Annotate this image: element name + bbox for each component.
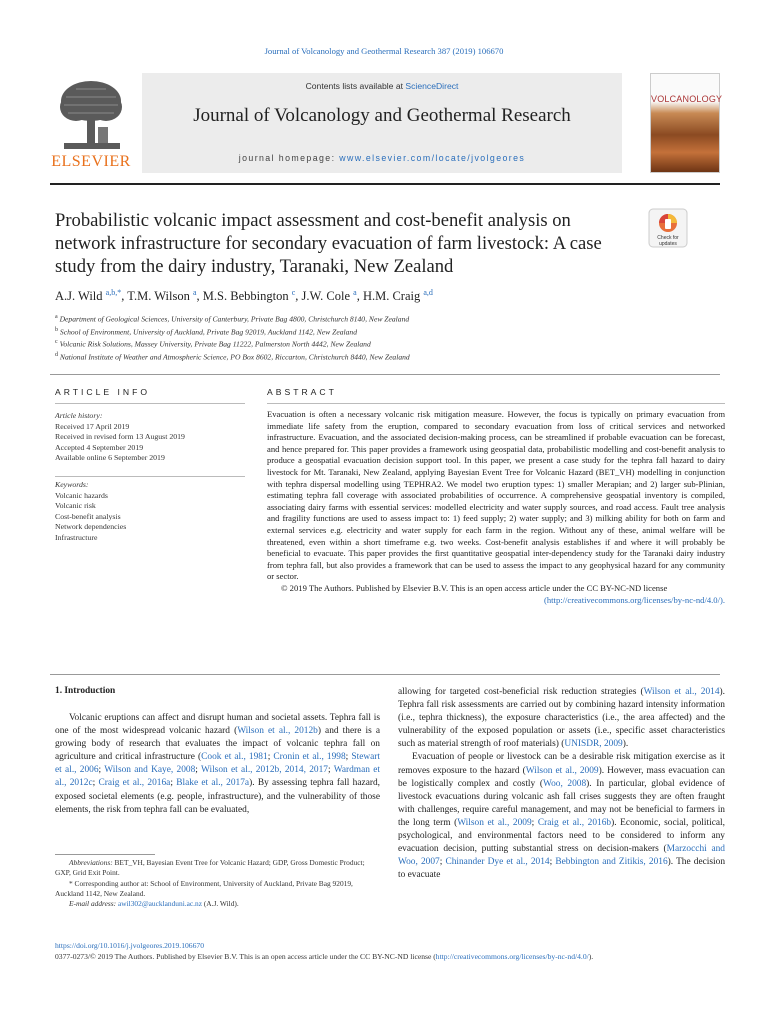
body-text: ; bbox=[267, 752, 274, 763]
affiliation bbox=[55, 337, 675, 350]
body-text: ). bbox=[622, 739, 629, 750]
body-text: ; bbox=[92, 778, 99, 789]
journal-cover-thumbnail[interactable] bbox=[650, 73, 723, 173]
body-text: ) and there is a growing body of research that evaluates the impact of volcanic tephra fall on agriculture and critical infrastructure ( bbox=[55, 726, 380, 763]
issn-text: 0377-0273/© 2019 The Authors. Published by Elsevier B.V. This is an open access article under the CC BY-NC-ND license ( bbox=[55, 952, 436, 961]
footnotes bbox=[55, 858, 380, 909]
keywords bbox=[55, 480, 245, 544]
abstract-heading: ABSTRACT bbox=[267, 387, 337, 397]
crossmark-button[interactable] bbox=[648, 208, 688, 248]
journal-title: Journal of Volcanology and Geothermal Research bbox=[193, 105, 571, 126]
email-label: E-mail address: bbox=[69, 899, 117, 909]
citation-link[interactable]: Cook et al., 1981 bbox=[201, 752, 268, 763]
author-separator: , bbox=[121, 289, 128, 304]
email-link[interactable]: awil302@aucklanduni.ac.nz bbox=[118, 899, 202, 909]
body-text: Volcanic eruptions can affect and disrupt human and societal assets. Tephra fall is one of the most widespread volcanic hazard ( bbox=[55, 713, 380, 737]
intro-paragraph bbox=[55, 712, 380, 817]
author-affiliation-marker[interactable]: a bbox=[353, 288, 357, 297]
body-text: ). Tephra fall risk assessments are carried out by combining hazard intensity information (i.e., tephra thickness), the exposure characteristics (i.e., the area affected) and the vulnerability of the exposed population or assets (i.e., specific asset characteristics such as material strength of roof materials) ( bbox=[398, 687, 725, 750]
section-heading-introduction: 1. Introduction bbox=[55, 686, 116, 696]
body-text: allowing for targeted cost-beneficial risk reduction strategies ( bbox=[398, 687, 644, 697]
abstract-end-rule bbox=[50, 674, 720, 675]
citation-link[interactable]: Blake et al., 2017a bbox=[176, 778, 250, 789]
citation-link[interactable]: Wilson et al., 2012b bbox=[237, 726, 318, 737]
cover-title: VOLCANOLOGY bbox=[651, 94, 723, 104]
journal-homepage bbox=[142, 153, 622, 163]
abbrev-label: Abbreviations: bbox=[69, 858, 113, 867]
author-affiliation-marker[interactable]: a bbox=[192, 288, 197, 297]
affiliation bbox=[55, 325, 675, 338]
body-text: ; bbox=[549, 857, 556, 868]
body-text: ; bbox=[439, 857, 446, 868]
body-text: ; bbox=[98, 765, 105, 776]
crossmark-line1: Check for bbox=[657, 235, 679, 241]
journal-citation[interactable]: Journal of Volcanology and Geothermal Research 387 (2019) 106670 bbox=[264, 46, 504, 56]
citation-link[interactable]: Wilson et al., 2014 bbox=[643, 687, 720, 697]
affiliation-key: a bbox=[55, 314, 58, 320]
abbrev-text: BET_VH, Bayesian Event Tree for Volcanic Hazard; GDP, Gross Domestic Product; GXP, Grid Exit Point. bbox=[55, 858, 365, 878]
body-text: ; bbox=[195, 765, 201, 776]
citation-link[interactable]: Craig et al., 2016b bbox=[537, 817, 612, 828]
corresponding-footnote: * Corresponding author at: School of Environment, University of Auckland, Private Bag 92019, Auckland 1142, New Zealand. bbox=[55, 878, 353, 898]
citation-link[interactable]: Wilson et al., 2012b, 2014, 2017 bbox=[201, 765, 328, 776]
crossmark-icon bbox=[648, 208, 688, 248]
abstract-rule bbox=[267, 403, 725, 404]
body-text: ; bbox=[345, 752, 352, 763]
affiliation-key: c bbox=[55, 339, 58, 346]
body-text: Evacuation of people or livestock can be a desirable risk mitigation exercise as it removes exposure to the hazard ( bbox=[398, 752, 725, 776]
author-list bbox=[55, 288, 675, 304]
info-rule bbox=[55, 403, 245, 404]
footer-license-link[interactable]: http://creativecommons.org/licenses/by-nc-nd/4.0/ bbox=[435, 952, 589, 961]
affiliation-text: Department of Geological Sciences, University of Canterbury, Private Bag 4800, Christchurch 8140, New Zealand bbox=[57, 314, 410, 324]
author-separator: , bbox=[356, 289, 363, 304]
sciencedirect-link[interactable]: ScienceDirect bbox=[405, 81, 459, 91]
affiliation-key: d bbox=[55, 352, 58, 359]
body-text: ; bbox=[531, 817, 538, 828]
intro-left-column bbox=[55, 712, 380, 817]
body-text: ). However, mass evacuation can be logistically complex and costly ( bbox=[398, 765, 725, 789]
citation-link[interactable]: UNISDR, 2009 bbox=[564, 739, 623, 750]
affiliation-text: School of Environment, University of Auckland, Private Bag 92019, Auckland 1142, New Zealand bbox=[58, 327, 357, 337]
keyword: Infrastructure bbox=[55, 532, 98, 542]
author-separator: , bbox=[196, 289, 203, 304]
intro-paragraph bbox=[398, 686, 725, 751]
author-affiliation-marker[interactable]: a,b,* bbox=[105, 288, 122, 297]
citation-link[interactable]: Bebbington and Zitikis, 2016 bbox=[555, 857, 668, 868]
keyword: Network dependencies bbox=[55, 522, 127, 532]
contents-line bbox=[142, 81, 622, 91]
header-rule bbox=[50, 183, 720, 185]
author-name: J.W. Cole bbox=[301, 289, 354, 304]
article-info-heading: ARTICLE INFO bbox=[55, 387, 151, 397]
affiliation bbox=[55, 312, 675, 325]
citation-link[interactable]: Chinander Dye et al., 2014 bbox=[445, 857, 550, 868]
affiliation-text: National Institute of Weather and Atmospheric Science, PO Box 8602, Riccarton, Christchurch 8440, New Zealand bbox=[58, 352, 410, 362]
page-footer bbox=[55, 940, 725, 962]
elsevier-tree-icon bbox=[56, 77, 126, 153]
citation-link[interactable]: Wilson et al., 2009 bbox=[525, 765, 599, 776]
footnote-rule bbox=[55, 854, 155, 855]
affiliation-text: Volcanic Risk Solutions, Massey University, Private Bag 11222, Palmerston North 4442, New Zealand bbox=[57, 340, 371, 349]
history-date: Received 17 April 2019 bbox=[55, 421, 130, 431]
keywords-label: Keywords: bbox=[55, 480, 89, 489]
elsevier-logo[interactable] bbox=[50, 73, 132, 173]
crossmark-line2: updates bbox=[659, 241, 677, 247]
elsevier-wordmark: ELSEVIER bbox=[51, 153, 131, 170]
copyright-text: © 2019 The Authors. Published by Elsevier B.V. This is an open access article under the CC BY-NC-ND license bbox=[281, 582, 668, 593]
doi-link[interactable]: https://doi.org/10.1016/j.jvolgeores.2019.106670 bbox=[55, 941, 204, 950]
keyword: Volcanic risk bbox=[55, 501, 96, 511]
affiliation bbox=[55, 350, 675, 363]
citation-link[interactable]: Marzocchi and Woo, 2007 bbox=[398, 844, 725, 868]
intro-right-column bbox=[398, 686, 725, 882]
author-name: M.S. Bebbington bbox=[202, 289, 292, 304]
abstract-body bbox=[267, 409, 725, 606]
keyword: Cost-benefit analysis bbox=[55, 511, 121, 521]
homepage-prefix: journal homepage: bbox=[238, 153, 340, 163]
citation-link[interactable]: Cronin et al., 1998 bbox=[273, 752, 346, 763]
email-footnote bbox=[55, 899, 380, 909]
author-name: A.J. Wild bbox=[55, 289, 106, 304]
footer-close: ). bbox=[588, 952, 594, 961]
author-separator: , bbox=[295, 289, 302, 304]
abstract-copyright bbox=[267, 583, 725, 595]
affiliation-key: b bbox=[55, 326, 58, 333]
affiliation-list bbox=[55, 312, 675, 363]
body-text: ). In particular, global evidence of livestock evacuations during volcanic ash fall crises suggests they are often fraught with challenges, require careful management, and may not be beneficial to farmers in the long term ( bbox=[398, 778, 726, 828]
abbreviations-footnote bbox=[55, 858, 380, 879]
section-rule bbox=[50, 374, 720, 375]
keywords-rule bbox=[55, 476, 245, 477]
homepage-link[interactable]: www.elsevier.com/locate/jvolgeores bbox=[339, 153, 526, 163]
citation-link[interactable]: Craig et al., 2016a bbox=[98, 778, 171, 789]
history-date: Received in revised form 13 August 2019 bbox=[55, 432, 185, 442]
body-text: ). Economic, social, political, psychological, and environmental factors need to be considered to inform any evacuation decision, putting substantial stress on decision-makers ( bbox=[398, 817, 725, 855]
keyword: Volcanic hazards bbox=[55, 490, 108, 500]
abstract-license-line bbox=[267, 595, 725, 607]
citation-link[interactable]: Wardman et al., 2012c bbox=[55, 765, 380, 789]
author-affiliation-marker[interactable]: c bbox=[291, 288, 296, 297]
citation-link[interactable]: Wilson et al., 2009 bbox=[457, 817, 532, 828]
article-history bbox=[55, 411, 245, 464]
history-date: Available online 6 September 2019 bbox=[55, 453, 165, 463]
author-affiliation-marker[interactable]: a,d bbox=[423, 288, 433, 297]
history-label: Article history: bbox=[55, 411, 103, 420]
masthead bbox=[50, 73, 723, 177]
masthead-banner bbox=[142, 73, 622, 173]
citation-link[interactable]: Woo, 2008 bbox=[542, 778, 587, 789]
body-text: ; bbox=[170, 778, 177, 789]
email-suffix: (A.J. Wild). bbox=[201, 899, 239, 909]
article-title: Probabilistic volcanic impact assessment and cost-benefit analysis on network infrastructure for secondary evacuation of farm livestock: A case study from the dairy industry, Taranaki, New Zealand bbox=[55, 210, 602, 277]
body-text: ; bbox=[328, 765, 334, 776]
intro-paragraph bbox=[398, 751, 725, 882]
body-text: ). The decision to evacuate bbox=[398, 857, 726, 881]
author-name: T.M. Wilson bbox=[127, 289, 193, 304]
body-text: ). By assessing tephra fall hazard, exposed societal elements (e.g. people, infrastructure), and the vulnerability of those elements, the risk from tephra fall can be evaluated, bbox=[55, 778, 381, 815]
history-date: Accepted 4 September 2019 bbox=[55, 442, 144, 452]
citation-link[interactable]: Stewart et al., 2006 bbox=[55, 752, 381, 776]
abstract-text: Evacuation is often a necessary volcanic risk mitigation measure. However, the focus is typically on primary evacuation from immediate life safety from the eruption, compared to secondary evacuation from loss of critical services and networked infrastructure. Evacuation, and the associated decision-making process, can be streamlined if probable evacuation can be forecast, and hence prepared for. This paper provides a framework using geospatial data, probabilistic modelling and cost-benefit analysis to produce a geospatial evacuation decision support tool. In this paper, we present a case study for the tephra fall hazard to dairy livestock for Mt. Taranaki, New Zealand, applying Bayesian Event Tree for Volcanic Hazard (BET_VH) modelling in conjunction with tephra dispersal modelling using TEPHRA2. We model two eruption types: 1) smaller Merapian; and 2) larger sub-Plinian, estimating tephra fall coverage with associated probabilities of occurrence. A comprehensive geospatial inventory is compiled, associating dairy farms with essential services: modelled electricity and water supply sources, and road access. Fault tree analysis and fragility functions are used to assess impact to: 1) feed supply; 2) water supply; and 3) milking ability for both on farm and external services e.g. electricity and water supply for each farm in the region. Without any of these, animal welfare will be threatened, even within a short timeframe e.g. two weeks. Cost-benefit analysis establishes if and where it will probably be beneficial to evacuate. This paper provides the first quantitative geospatial inter-dependency study for the Taranaki dairy industry from tephra fall, but also provides a framework that can be used to assess the impact to any geophysical hazard for any community or sector. bbox=[267, 409, 725, 582]
contents-prefix: Contents lists available at bbox=[305, 81, 406, 91]
author-name: H.M. Craig bbox=[362, 289, 424, 304]
issn-line bbox=[55, 951, 725, 962]
citation-link[interactable]: Wilson and Kaye, 2008 bbox=[104, 765, 196, 776]
abstract-license-link[interactable]: (http://creativecommons.org/licenses/by-nc-nd/4.0/). bbox=[544, 594, 725, 605]
